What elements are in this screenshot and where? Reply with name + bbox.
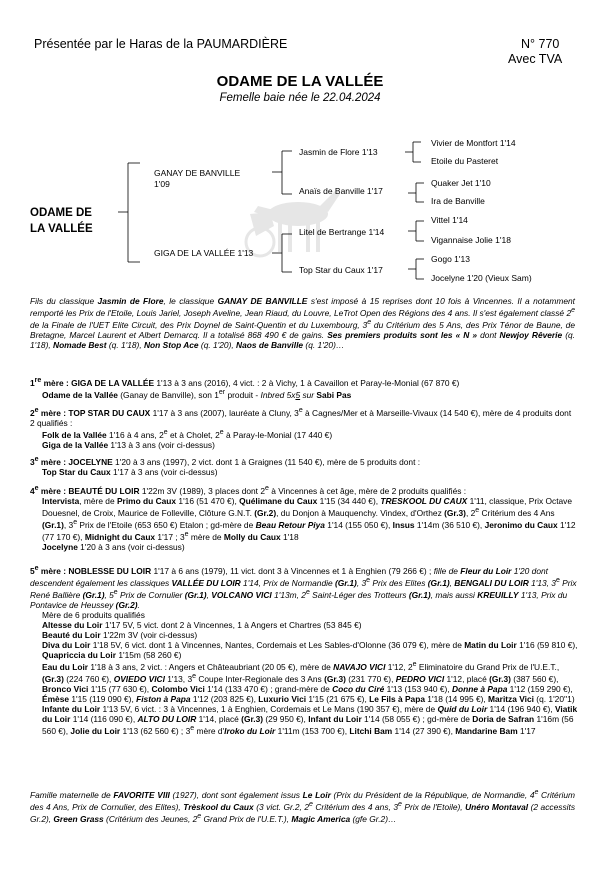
second-dam-section: 2e mère : TOP STAR DU CAUX 1'17 à 3 ans (2007), lauréate à Cluny, 3e à Cagnes/Mer et à Marseille-Vivaux (14 540 €), mère de 4 produits dont 2 qualifiés : Folk de la Vallée 1'16 à 4 ans, 2e et à Cholet, 2e à Paray-le-Monial (17 440 €) Giga de la Vallée 1'13 à 3 ans (voir ci-dessus) <box>30 407 572 450</box>
page-title: ODAME DE LA VALLÉE <box>216 73 384 90</box>
pedigree-dam-sire: Litel de Bertrange 1'14 <box>299 227 385 237</box>
pedigree-gen3-item: Vigannaise Jolie 1'18 <box>431 235 511 245</box>
pedigree-gen3-item: Etoile du Pasteret <box>431 156 499 166</box>
maternal-family-note: Famille maternelle de FAVORITE VIII (1927), dont sont également issus Le Loir (Prix du Président de la République, de Normandie, 4e Critérium des 4 Ans, Prix de Cornulier, des Elites), Trèskool du Caux (3 vict. Gr.2, 2e Critérium des 4 ans, 3e Prix de l'Etoile), Unéro Montaval (2 accessits Gr.2), Green Grass (Critérium des Jeunes, 2e Grand Prix de l'U.E.T.), Magic America (gfe Gr.2)… <box>30 789 576 824</box>
pedigree-sire-dam: Anaïs de Banville 1'17 <box>299 186 383 196</box>
first-dam-section: 1re mère : GIGA DE LA VALLÉE 1'13 à 3 ans (2016), 4 vict. : 2 à Vichy, 1 à Cavaillon et Paray-le-Monial (67 870 €) Odame de la Vallée (Ganay de Banville), son 1er produit - Inbred 5x5 sur Sabi Pas <box>30 377 460 400</box>
pedigree-sire-sire: Jasmin de Flore 1'13 <box>299 147 378 157</box>
pedigree-gen3-item: Jocelyne 1'20 (Vieux Sam) <box>431 273 532 283</box>
subject-name-line2: LA VALLÉE <box>30 223 93 235</box>
pedigree-gen3-item: Vittel 1'14 <box>431 215 468 225</box>
fourth-dam-section: 4e mère : BEAUTÉ DU LOIR 1'22m 3V (1989), 3 places dont 2e à Vincennes à cet âge, mère de 2 produits qualifiés : Intervista, mère de Primo du Caux 1'16 (51 470 €), Quélimane du Caux 1'15 (34 440 €), TRESKOOL DU CAUX 1'11, classique, Prix Octave Douesnel, de Croix, Maurice de Folleville, Clôture G.N.T. (Gr.2), du Donjon à Mauquenchy. Vindex, d'Orthez (Gr.3), 2e Critérium des 4 Ans (Gr.1), 3e Prix de l'Etoile (653 650 €) Etalon ; gd-mère de Beau Retour Piya 1'14 (155 050 €), Insus 1'14m (36 510 €), Jeronimo du Caux 1'12 (77 170 €), Midnight du Caux 1'17 ; 3e mère de Molly du Caux 1'18 Jocelyne 1'20 à 3 ans (voir ci-dessus) <box>30 485 576 552</box>
pedigree-dam-dam: Top Star du Caux 1'17 <box>299 265 383 275</box>
pedigree-gen3-item: Ira de Banville <box>431 196 485 206</box>
pedigree-gen3-item: Vivier de Montfort 1'14 <box>431 138 516 148</box>
lot-number: N° 770 <box>521 37 560 51</box>
third-dam-section: 3e mère : JOCELYNE 1'20 à 3 ans (1997), 2 vict. dont 1 à Graignes (11 540 €), mère de 5 produits dont : Top Star du Caux 1'17 à 3 ans (voir ci-dessus) <box>30 456 421 477</box>
tax-status: Avec TVA <box>508 52 563 66</box>
subject-name-line1: ODAME DE <box>30 207 92 219</box>
pedigree-gen3-item: Gogo 1'13 <box>431 254 470 264</box>
pedigree-gen3-item: Quaker Jet 1'10 <box>431 178 491 188</box>
fifth-dam-section: 5e mère : NOBLESSE DU LOIR 1'17 à 6 ans (1979), 11 vict. dont 3 à Vincennes et 1 à Enghien (79 266 €) ; fille de Fleur du Loir 1'20 dont descendent également les classiques VALLÉE DU LOIR 1'14, Prix de Normandie (Gr.1), 3e Prix des Elites (Gr.1), BENGALI DU LOIR 1'13, 3e Prix René Ballière (Gr.1), 5e Prix de Cornulier (Gr.1), VOLCANO VICI 1'13m, 2e Saint-Léger des Trotteurs (Gr.1), mais aussi KREUILLY 1'13, Prix du Pontavice de Heussey (Gr.2). Mère de 6 produits qualifiés Altesse du Loir 1'17 5V, 5 vict. dont 2 à Vincennes, 1 à Angers et Chartres (53 845 €) Beauté du Loir 1'22m 3V (voir ci-dessus) Diva du Loir 1'18 5V, 6 vict. dont 1 à Vincennes, Nantes, Cordemais et Les Sables-d'Olonne (36 079 €), mère de Matin du Loir 1'16 (59 810 €), Quapriccia du Loir 1'15m (58 260 €) Eau du Loir 1'18 à 3 ans, 2 vict. : Angers et Châteaubriant (20 05 €), mère de NAVAJO VICI 1'12, 2e Eliminatoire du Grand Prix de l'U.E.T., (Gr.3) (224 760 €), OVIEDO VICI 1'13, 3e Coupe Inter-Regionale des 3 Ans (Gr.3) (231 770 €), PEDRO VICI 1'12, placé (Gr.3) (387 560 €), Bronco Vici 1'15 (77 630 €), Colombo Vici 1'14 (133 470 €) ; grand-mère de Coco du Ciré 1'13 (153 940 €), Donne à Papa 1'12 (159 290 €), Émèse 1'15 (119 090 €), Fiston à Papa 1'12 (203 825 €), Luxurio Vici 1'15 (21 675 €), Le Fils à Papa 1'18 (14 995 €), Maritza Vici (q. 1'20''1) Infante du Loir 1'13 5V, 6 vict. : 3 à Vincennes, 1 à Enghien, Cordemais et Le Mans (190 357 €), mère de Quid du Loir 1'14 (196 940 €), Viatik du Loir 1'14 (116 090 €), ALTO DU LOIR 1'14, placé (Gr.3) (29 950 €), Infant du Loir 1'14 (58 055 €) ; gd-mère de Doria de Safran 1'16m (56 560 €), Jolie du Loir 1'13 (62 560 €) ; 3e mère d'Iroko du Loir 1'11m (153 700 €), Litchi Bam 1'14 (27 390 €), Mandarine Bam 1'17 <box>30 565 578 737</box>
horse-description: Femelle baie née le 22.04.2024 <box>219 92 381 104</box>
presenter-line: Présentée par le Haras de la PAUMARDIÈRE <box>34 37 288 51</box>
pedigree-subject <box>30 205 93 237</box>
pedigree-sire: GANAY DE BANVILLE <box>154 168 241 178</box>
pedigree-dam: GIGA DE LA VALLÉE 1'13 <box>154 248 254 258</box>
sire-description: Fils du classique Jasmin de Flore, le classique GANAY DE BANVILLE s'est imposé à 15 reprises dont 10 fois à Vincennes. Il a notamment remporté les Prix de l'Etoile, Louis Jariel, Joseph Aveline, Jean Riaud, du Louvre, LeTrot Open des Régions des 4 ans. Il s'est également classé 2e de la Finale de l'UET Elite Circuit, des Prix Doynel de Saint-Quentin et du Luxembourg, 3e du Critérium des 5 Ans, des Prix Ténor de Baune, de Bretagne, Marcel Laurent et Albert Demarcq. Il a totalisé 868 490 € de gains. Ses premiers produits sont les « N » dont Newjoy Rêverie (q. 1'18), Nomade Best (q. 1'18), Non Stop Ace (q. 1'20), Naos de Banville (q. 1'20)… <box>30 296 576 350</box>
pedigree-sire-time: 1'09 <box>154 179 170 189</box>
